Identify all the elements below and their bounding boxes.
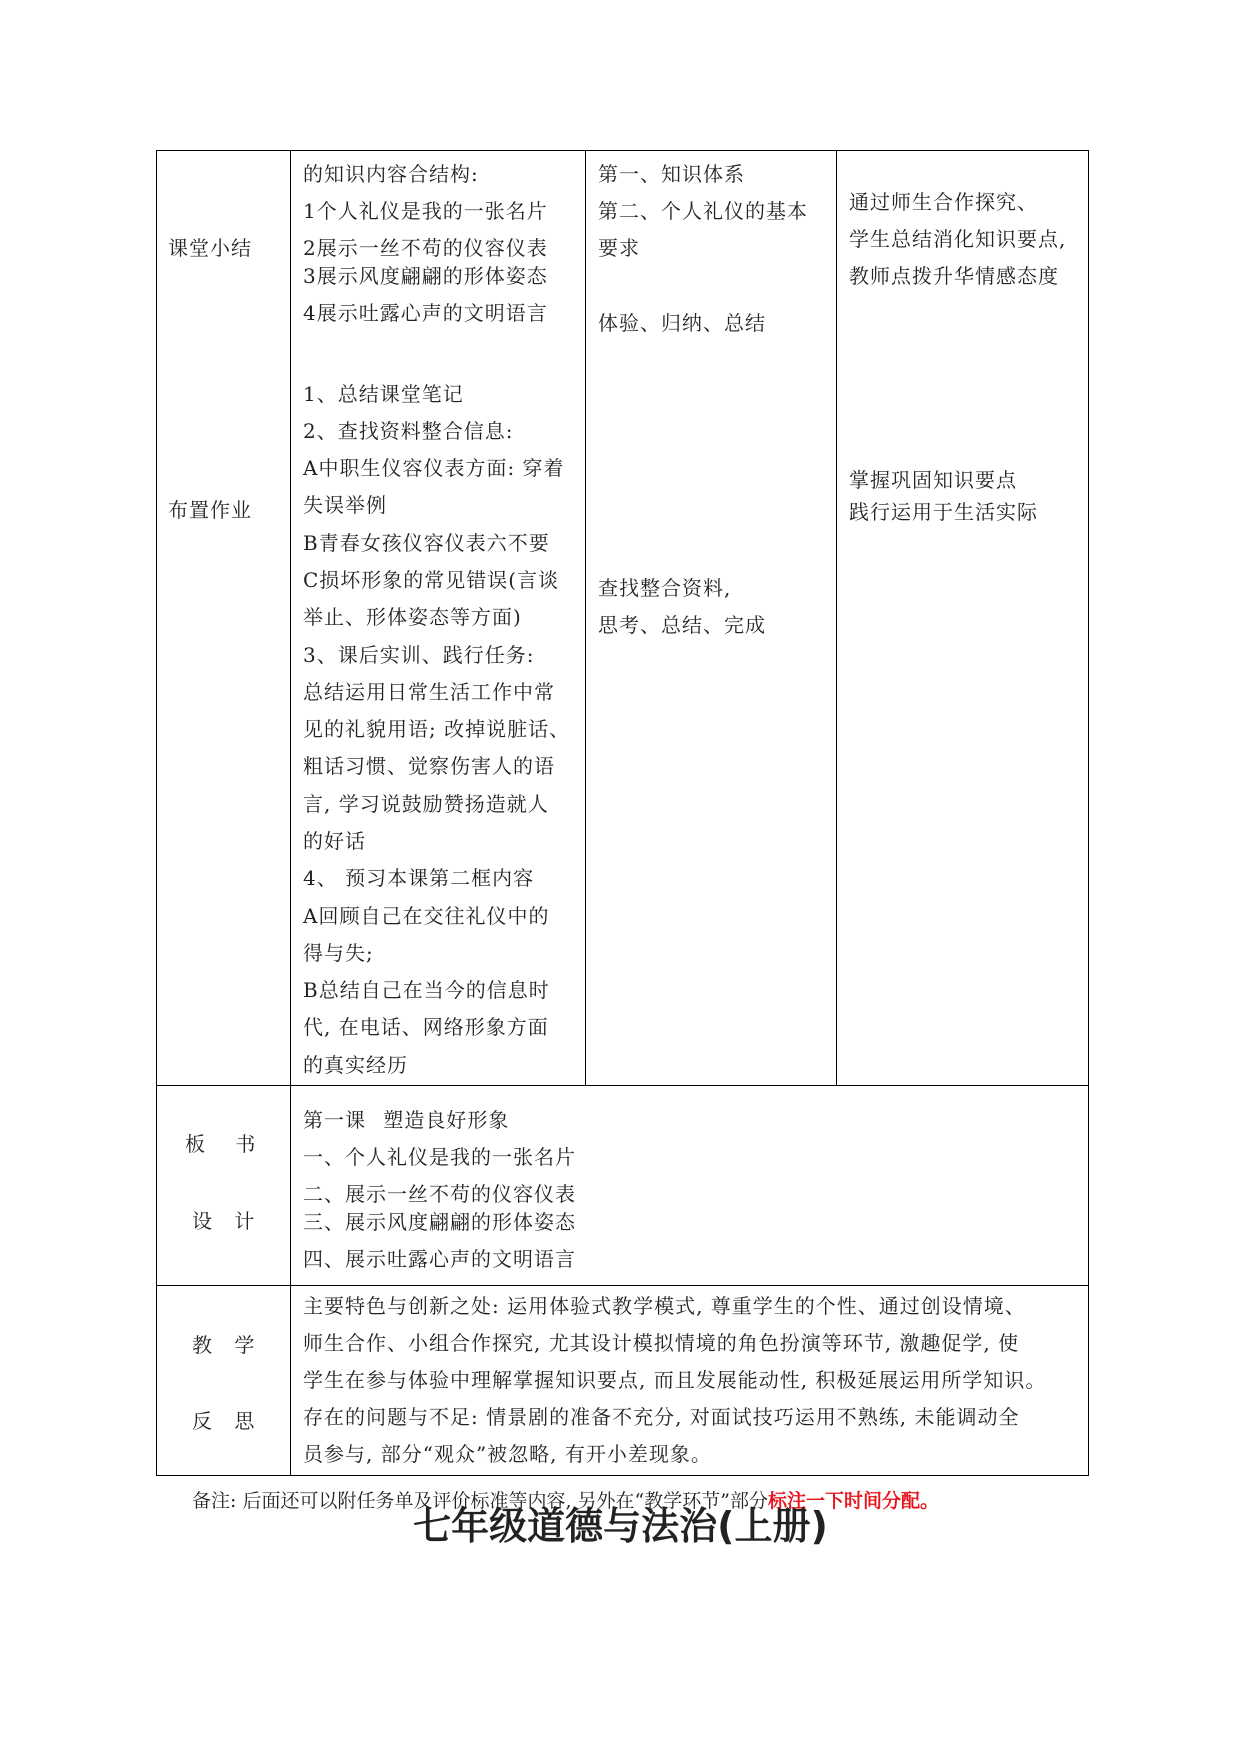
homework-content-line: 代, 在电话、网络形象方面 xyxy=(303,1015,549,1039)
summary-intent-line: 通过师生合作探究、 xyxy=(849,190,1038,214)
homework-content-line: 失误举例 xyxy=(303,493,387,517)
homework-content-line: 总结运用日常生活工作中常 xyxy=(303,680,555,704)
summary-content-line: 2展示一丝不苟的仪容仪表 xyxy=(303,236,548,260)
table-border-bottom xyxy=(156,1475,1089,1476)
summary-content-line: 3展示风度翩翩的形体姿态 xyxy=(303,264,548,288)
homework-student-line: 查找整合资料, xyxy=(598,576,732,600)
col-divider-student xyxy=(836,150,837,1086)
homework-content-line: 4、 预习本课第二框内容 xyxy=(303,866,535,890)
homework-content-line: 粗话习惯、觉察伤害人的语 xyxy=(303,754,555,778)
homework-content-line: C损坏形象的常见错误(言谈 xyxy=(303,568,560,592)
homework-intent-line: 掌握巩固知识要点 xyxy=(849,468,1017,492)
reflection-content-line: 师生合作、小组合作探究, 尤其设计模拟情境的角色扮演等环节, 激趣促学, 使 xyxy=(303,1331,1020,1355)
homework-content-line: 言, 学习说鼓励赞扬造就人 xyxy=(303,792,549,816)
board-header-line: 设 计 xyxy=(192,1209,256,1233)
homework-content-line: 见的礼貌用语; 改掉说脏话、 xyxy=(303,717,571,741)
table-border-top xyxy=(156,150,1089,151)
summary-content-line: 1个人礼仪是我的一张名片 xyxy=(303,199,548,223)
row-divider-1 xyxy=(156,1085,1089,1086)
homework-content-line: A中职生仪容仪表方面: 穿着 xyxy=(303,456,565,480)
homework-student-line: 思考、总结、完成 xyxy=(598,613,766,637)
document-title: 七年级道德与法治(上册) xyxy=(413,1504,828,1548)
reflection-header-line: 反 思 xyxy=(192,1409,256,1433)
header-col-divider xyxy=(290,150,291,1476)
homework-content-line: 举止、形体姿态等方面) xyxy=(303,605,522,629)
homework-content-line: B青春女孩仪容仪表六不要 xyxy=(303,531,550,555)
homework-content-line: 的好话 xyxy=(303,829,366,853)
summary-student-line: 要求 xyxy=(598,236,640,260)
col-divider-content xyxy=(585,150,586,1086)
board-content-line: 三、展示风度翩翩的形体姿态 xyxy=(303,1210,576,1234)
homework-content-line: 3、课后实训、践行任务: xyxy=(303,643,535,667)
homework-content-line: B总结自己在当今的信息时 xyxy=(303,978,550,1002)
homework-content-line: 2、查找资料整合信息: xyxy=(303,419,514,443)
summary-student-line: 第一、知识体系 xyxy=(598,162,745,186)
board-content-line: 四、展示吐露心声的文明语言 xyxy=(303,1247,576,1271)
board-content-line: 第一课 塑造良好形象 xyxy=(303,1108,510,1132)
summary-content-line: 的知识内容合结构: xyxy=(303,162,479,186)
board-header-line: 板 书 xyxy=(185,1132,257,1156)
board-content-line: 二、展示一丝不苟的仪容仪表 xyxy=(303,1182,576,1206)
reflection-content-line: 员参与, 部分“观众”被忽略, 有开小差现象。 xyxy=(303,1442,712,1466)
reflection-content-line: 学生在参与体验中理解掌握知识要点, 而且发展能动性, 积极延展运用所学知识。 xyxy=(303,1368,1047,1392)
homework-header: 布置作业 xyxy=(168,498,252,522)
footnote-highlight: 标注一下时间分配。 xyxy=(767,1490,939,1512)
summary-header: 课堂小结 xyxy=(168,236,252,260)
homework-content-line: A回顾自己在交往礼仪中的 xyxy=(303,904,550,928)
reflection-header-line: 教 学 xyxy=(192,1333,256,1357)
row-divider-2 xyxy=(156,1285,1089,1286)
summary-intent-line: 学生总结消化知识要点, xyxy=(849,227,1067,251)
homework-content-line: 得与失; xyxy=(303,941,374,965)
footnote-text: 备注: 后面还可以附任务单及评价标准等内容, 另外在“教学环节”部分 xyxy=(192,1490,768,1512)
summary-content-line: 4展示吐露心声的文明语言 xyxy=(303,301,548,325)
reflection-content-line: 主要特色与创新之处: 运用体验式教学模式, 尊重学生的个性、通过创设情境、 xyxy=(303,1294,1026,1318)
table-border-right xyxy=(1088,150,1089,1476)
summary-intent-line: 教师点拨升华情感态度 xyxy=(849,264,1059,288)
reflection-content-line: 存在的问题与不足: 情景剧的准备不充分, 对面试技巧运用不熟练, 未能调动全 xyxy=(303,1405,1020,1429)
summary-student-line: 体验、归纳、总结 xyxy=(598,311,766,335)
table-border-left xyxy=(156,150,157,1476)
summary-student-line: 第二、个人礼仪的基本 xyxy=(598,199,808,223)
homework-intent-line: 践行运用于生活实际 xyxy=(849,500,1038,524)
homework-content-line: 1、总结课堂笔记 xyxy=(303,382,464,406)
homework-content-line: 的真实经历 xyxy=(303,1053,408,1077)
board-content-line: 一、个人礼仪是我的一张名片 xyxy=(303,1145,576,1169)
